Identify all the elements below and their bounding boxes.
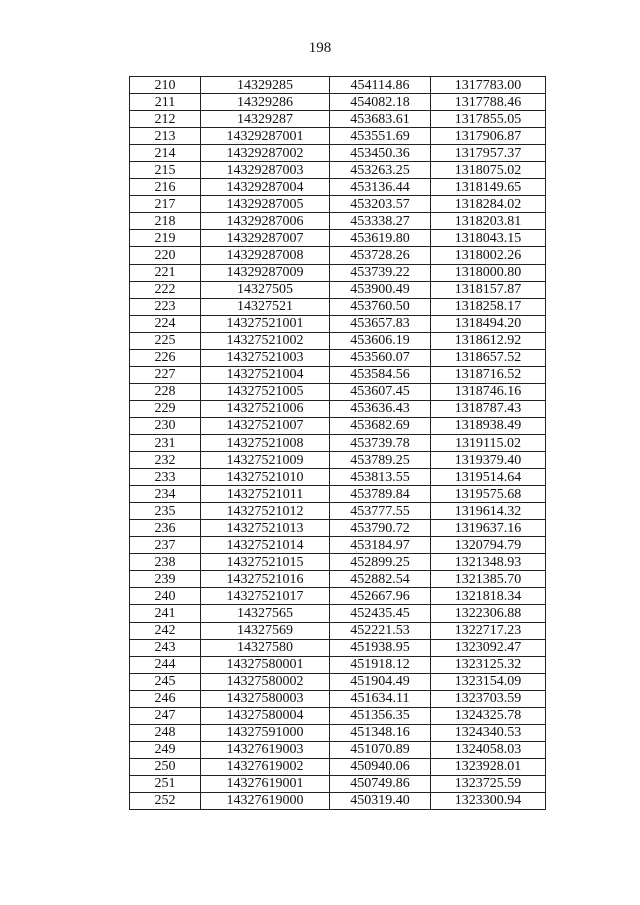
point-id-cell: 14327521016 bbox=[201, 571, 330, 588]
row-number-cell: 237 bbox=[130, 537, 201, 554]
row-number-cell: 228 bbox=[130, 383, 201, 400]
table-row bbox=[130, 690, 546, 707]
y-coordinate-cell: 1319637.16 bbox=[431, 520, 546, 537]
table-row bbox=[130, 111, 546, 128]
x-coordinate-cell: 453813.55 bbox=[330, 469, 431, 486]
y-coordinate-cell: 1317788.46 bbox=[431, 94, 546, 111]
row-number-cell: 214 bbox=[130, 145, 201, 162]
table-row bbox=[130, 383, 546, 400]
point-id-cell: 14329287 bbox=[201, 111, 330, 128]
table-row bbox=[130, 400, 546, 417]
point-id-cell: 14327521015 bbox=[201, 554, 330, 571]
point-id-cell: 14327619001 bbox=[201, 775, 330, 792]
point-id-cell: 14329287005 bbox=[201, 196, 330, 213]
point-id-cell: 14329285 bbox=[201, 77, 330, 94]
y-coordinate-cell: 1321818.34 bbox=[431, 588, 546, 605]
row-number-cell: 212 bbox=[130, 111, 201, 128]
point-id-cell: 14327521013 bbox=[201, 520, 330, 537]
row-number-cell: 224 bbox=[130, 315, 201, 332]
y-coordinate-cell: 1318657.52 bbox=[431, 349, 546, 366]
x-coordinate-cell: 453606.19 bbox=[330, 332, 431, 349]
y-coordinate-cell: 1317957.37 bbox=[431, 145, 546, 162]
point-id-cell: 14327521004 bbox=[201, 366, 330, 383]
table-row bbox=[130, 162, 546, 179]
table-row bbox=[130, 298, 546, 315]
y-coordinate-cell: 1321385.70 bbox=[431, 571, 546, 588]
table-row bbox=[130, 724, 546, 741]
point-id-cell: 14327580003 bbox=[201, 690, 330, 707]
y-coordinate-cell: 1324325.78 bbox=[431, 707, 546, 724]
row-number-cell: 225 bbox=[130, 332, 201, 349]
table-row bbox=[130, 315, 546, 332]
x-coordinate-cell: 453682.69 bbox=[330, 417, 431, 434]
x-coordinate-cell: 453136.44 bbox=[330, 179, 431, 196]
y-coordinate-cell: 1324058.03 bbox=[431, 741, 546, 758]
point-id-cell: 14327580001 bbox=[201, 656, 330, 673]
row-number-cell: 211 bbox=[130, 94, 201, 111]
point-id-cell: 14329287004 bbox=[201, 179, 330, 196]
table-row bbox=[130, 94, 546, 111]
x-coordinate-cell: 451634.11 bbox=[330, 690, 431, 707]
point-id-cell: 14327521012 bbox=[201, 503, 330, 520]
point-id-cell: 14327580004 bbox=[201, 707, 330, 724]
x-coordinate-cell: 453657.83 bbox=[330, 315, 431, 332]
point-id-cell: 14327521003 bbox=[201, 349, 330, 366]
y-coordinate-cell: 1322306.88 bbox=[431, 605, 546, 622]
x-coordinate-cell: 453619.80 bbox=[330, 230, 431, 247]
y-coordinate-cell: 1323092.47 bbox=[431, 639, 546, 656]
y-coordinate-cell: 1322717.23 bbox=[431, 622, 546, 639]
point-id-cell: 14327521014 bbox=[201, 537, 330, 554]
x-coordinate-cell: 453263.25 bbox=[330, 162, 431, 179]
point-id-cell: 14327521017 bbox=[201, 588, 330, 605]
row-number-cell: 217 bbox=[130, 196, 201, 213]
y-coordinate-cell: 1318746.16 bbox=[431, 383, 546, 400]
row-number-cell: 239 bbox=[130, 571, 201, 588]
row-number-cell: 238 bbox=[130, 554, 201, 571]
y-coordinate-cell: 1319575.68 bbox=[431, 486, 546, 503]
table-row bbox=[130, 520, 546, 537]
table-row bbox=[130, 469, 546, 486]
row-number-cell: 227 bbox=[130, 366, 201, 383]
table-row bbox=[130, 332, 546, 349]
point-id-cell: 14327565 bbox=[201, 605, 330, 622]
row-number-cell: 249 bbox=[130, 741, 201, 758]
x-coordinate-cell: 453203.57 bbox=[330, 196, 431, 213]
row-number-cell: 223 bbox=[130, 298, 201, 315]
row-number-cell: 245 bbox=[130, 673, 201, 690]
point-id-cell: 14327521010 bbox=[201, 469, 330, 486]
x-coordinate-cell: 450749.86 bbox=[330, 775, 431, 792]
x-coordinate-cell: 451356.35 bbox=[330, 707, 431, 724]
x-coordinate-cell: 453551.69 bbox=[330, 128, 431, 145]
row-number-cell: 236 bbox=[130, 520, 201, 537]
point-id-cell: 14329287002 bbox=[201, 145, 330, 162]
x-coordinate-cell: 452882.54 bbox=[330, 571, 431, 588]
row-number-cell: 233 bbox=[130, 469, 201, 486]
row-number-cell: 218 bbox=[130, 213, 201, 230]
x-coordinate-cell: 453607.45 bbox=[330, 383, 431, 400]
y-coordinate-cell: 1318258.17 bbox=[431, 298, 546, 315]
x-coordinate-cell: 450940.06 bbox=[330, 758, 431, 775]
y-coordinate-cell: 1318157.87 bbox=[431, 281, 546, 298]
y-coordinate-cell: 1323125.32 bbox=[431, 656, 546, 673]
table-row bbox=[130, 554, 546, 571]
x-coordinate-cell: 453636.43 bbox=[330, 400, 431, 417]
row-number-cell: 222 bbox=[130, 281, 201, 298]
y-coordinate-cell: 1320794.79 bbox=[431, 537, 546, 554]
point-id-cell: 14329287009 bbox=[201, 264, 330, 281]
x-coordinate-cell: 452899.25 bbox=[330, 554, 431, 571]
y-coordinate-cell: 1318203.81 bbox=[431, 213, 546, 230]
row-number-cell: 221 bbox=[130, 264, 201, 281]
y-coordinate-cell: 1318787.43 bbox=[431, 400, 546, 417]
point-id-cell: 14327521 bbox=[201, 298, 330, 315]
point-id-cell: 14329287001 bbox=[201, 128, 330, 145]
table-row bbox=[130, 417, 546, 434]
x-coordinate-cell: 451904.49 bbox=[330, 673, 431, 690]
row-number-cell: 226 bbox=[130, 349, 201, 366]
point-id-cell: 14329286 bbox=[201, 94, 330, 111]
table-row bbox=[130, 196, 546, 213]
y-coordinate-cell: 1318000.80 bbox=[431, 264, 546, 281]
table-row bbox=[130, 179, 546, 196]
x-coordinate-cell: 453683.61 bbox=[330, 111, 431, 128]
point-id-cell: 14327619003 bbox=[201, 741, 330, 758]
x-coordinate-cell: 451348.16 bbox=[330, 724, 431, 741]
table-row bbox=[130, 128, 546, 145]
y-coordinate-cell: 1321348.93 bbox=[431, 554, 546, 571]
y-coordinate-cell: 1318494.20 bbox=[431, 315, 546, 332]
table-row bbox=[130, 656, 546, 673]
row-number-cell: 210 bbox=[130, 77, 201, 94]
point-id-cell: 14327521005 bbox=[201, 383, 330, 400]
table-row bbox=[130, 741, 546, 758]
y-coordinate-cell: 1318075.02 bbox=[431, 162, 546, 179]
point-id-cell: 14329287003 bbox=[201, 162, 330, 179]
point-id-cell: 14327521011 bbox=[201, 486, 330, 503]
row-number-cell: 241 bbox=[130, 605, 201, 622]
point-id-cell: 14327591000 bbox=[201, 724, 330, 741]
x-coordinate-cell: 451918.12 bbox=[330, 656, 431, 673]
y-coordinate-cell: 1317855.05 bbox=[431, 111, 546, 128]
table-row bbox=[130, 605, 546, 622]
y-coordinate-cell: 1324340.53 bbox=[431, 724, 546, 741]
x-coordinate-cell: 453560.07 bbox=[330, 349, 431, 366]
row-number-cell: 219 bbox=[130, 230, 201, 247]
table-row bbox=[130, 230, 546, 247]
point-id-cell: 14327580002 bbox=[201, 673, 330, 690]
point-id-cell: 14327521002 bbox=[201, 332, 330, 349]
y-coordinate-cell: 1317906.87 bbox=[431, 128, 546, 145]
x-coordinate-cell: 452221.53 bbox=[330, 622, 431, 639]
table-row bbox=[130, 486, 546, 503]
x-coordinate-cell: 453450.36 bbox=[330, 145, 431, 162]
y-coordinate-cell: 1319614.32 bbox=[431, 503, 546, 520]
table-row bbox=[130, 622, 546, 639]
table-row bbox=[130, 281, 546, 298]
y-coordinate-cell: 1318043.15 bbox=[431, 230, 546, 247]
table-row bbox=[130, 775, 546, 792]
row-number-cell: 252 bbox=[130, 792, 201, 809]
x-coordinate-cell: 452435.45 bbox=[330, 605, 431, 622]
row-number-cell: 229 bbox=[130, 400, 201, 417]
point-id-cell: 14327619002 bbox=[201, 758, 330, 775]
row-number-cell: 243 bbox=[130, 639, 201, 656]
point-id-cell: 14327569 bbox=[201, 622, 330, 639]
y-coordinate-cell: 1323300.94 bbox=[431, 792, 546, 809]
table-row bbox=[130, 264, 546, 281]
x-coordinate-cell: 453760.50 bbox=[330, 298, 431, 315]
point-id-cell: 14329287008 bbox=[201, 247, 330, 264]
table-row bbox=[130, 588, 546, 605]
point-id-cell: 14327521009 bbox=[201, 452, 330, 469]
table-row bbox=[130, 452, 546, 469]
x-coordinate-cell: 454082.18 bbox=[330, 94, 431, 111]
x-coordinate-cell: 451070.89 bbox=[330, 741, 431, 758]
row-number-cell: 215 bbox=[130, 162, 201, 179]
point-id-cell: 14327505 bbox=[201, 281, 330, 298]
y-coordinate-cell: 1323154.09 bbox=[431, 673, 546, 690]
x-coordinate-cell: 453790.72 bbox=[330, 520, 431, 537]
y-coordinate-cell: 1318284.02 bbox=[431, 196, 546, 213]
y-coordinate-cell: 1318612.92 bbox=[431, 332, 546, 349]
y-coordinate-cell: 1317783.00 bbox=[431, 77, 546, 94]
table-row bbox=[130, 247, 546, 264]
x-coordinate-cell: 454114.86 bbox=[330, 77, 431, 94]
row-number-cell: 231 bbox=[130, 434, 201, 451]
x-coordinate-cell: 453739.22 bbox=[330, 264, 431, 281]
y-coordinate-cell: 1319379.40 bbox=[431, 452, 546, 469]
point-id-cell: 14329287007 bbox=[201, 230, 330, 247]
y-coordinate-cell: 1323725.59 bbox=[431, 775, 546, 792]
table-row bbox=[130, 366, 546, 383]
row-number-cell: 251 bbox=[130, 775, 201, 792]
table-row bbox=[130, 503, 546, 520]
row-number-cell: 213 bbox=[130, 128, 201, 145]
coordinates-table bbox=[129, 76, 546, 810]
table-row bbox=[130, 213, 546, 230]
y-coordinate-cell: 1319115.02 bbox=[431, 434, 546, 451]
table-row bbox=[130, 349, 546, 366]
y-coordinate-cell: 1318149.65 bbox=[431, 179, 546, 196]
y-coordinate-cell: 1323928.01 bbox=[431, 758, 546, 775]
table-row bbox=[130, 673, 546, 690]
point-id-cell: 14327521007 bbox=[201, 417, 330, 434]
table-row bbox=[130, 758, 546, 775]
row-number-cell: 242 bbox=[130, 622, 201, 639]
row-number-cell: 220 bbox=[130, 247, 201, 264]
point-id-cell: 14327521006 bbox=[201, 400, 330, 417]
x-coordinate-cell: 451938.95 bbox=[330, 639, 431, 656]
row-number-cell: 234 bbox=[130, 486, 201, 503]
table-row bbox=[130, 571, 546, 588]
x-coordinate-cell: 453789.84 bbox=[330, 486, 431, 503]
table-body bbox=[130, 77, 546, 810]
x-coordinate-cell: 453789.25 bbox=[330, 452, 431, 469]
row-number-cell: 230 bbox=[130, 417, 201, 434]
point-id-cell: 14327521001 bbox=[201, 315, 330, 332]
x-coordinate-cell: 453728.26 bbox=[330, 247, 431, 264]
table-row bbox=[130, 537, 546, 554]
x-coordinate-cell: 453900.49 bbox=[330, 281, 431, 298]
point-id-cell: 14327580 bbox=[201, 639, 330, 656]
row-number-cell: 248 bbox=[130, 724, 201, 741]
row-number-cell: 235 bbox=[130, 503, 201, 520]
row-number-cell: 240 bbox=[130, 588, 201, 605]
x-coordinate-cell: 453338.27 bbox=[330, 213, 431, 230]
x-coordinate-cell: 450319.40 bbox=[330, 792, 431, 809]
x-coordinate-cell: 453584.56 bbox=[330, 366, 431, 383]
row-number-cell: 246 bbox=[130, 690, 201, 707]
table-row bbox=[130, 77, 546, 94]
x-coordinate-cell: 453184.97 bbox=[330, 537, 431, 554]
y-coordinate-cell: 1318002.26 bbox=[431, 247, 546, 264]
y-coordinate-cell: 1323703.59 bbox=[431, 690, 546, 707]
table-row bbox=[130, 434, 546, 451]
row-number-cell: 216 bbox=[130, 179, 201, 196]
point-id-cell: 14329287006 bbox=[201, 213, 330, 230]
row-number-cell: 247 bbox=[130, 707, 201, 724]
point-id-cell: 14327521008 bbox=[201, 434, 330, 451]
point-id-cell: 14327619000 bbox=[201, 792, 330, 809]
row-number-cell: 244 bbox=[130, 656, 201, 673]
y-coordinate-cell: 1318716.52 bbox=[431, 366, 546, 383]
row-number-cell: 232 bbox=[130, 452, 201, 469]
table-row bbox=[130, 639, 546, 656]
y-coordinate-cell: 1318938.49 bbox=[431, 417, 546, 434]
table-row bbox=[130, 792, 546, 809]
page-number: 198 bbox=[308, 40, 332, 56]
row-number-cell: 250 bbox=[130, 758, 201, 775]
y-coordinate-cell: 1319514.64 bbox=[431, 469, 546, 486]
x-coordinate-cell: 452667.96 bbox=[330, 588, 431, 605]
table-row bbox=[130, 707, 546, 724]
x-coordinate-cell: 453739.78 bbox=[330, 434, 431, 451]
table-row bbox=[130, 145, 546, 162]
x-coordinate-cell: 453777.55 bbox=[330, 503, 431, 520]
